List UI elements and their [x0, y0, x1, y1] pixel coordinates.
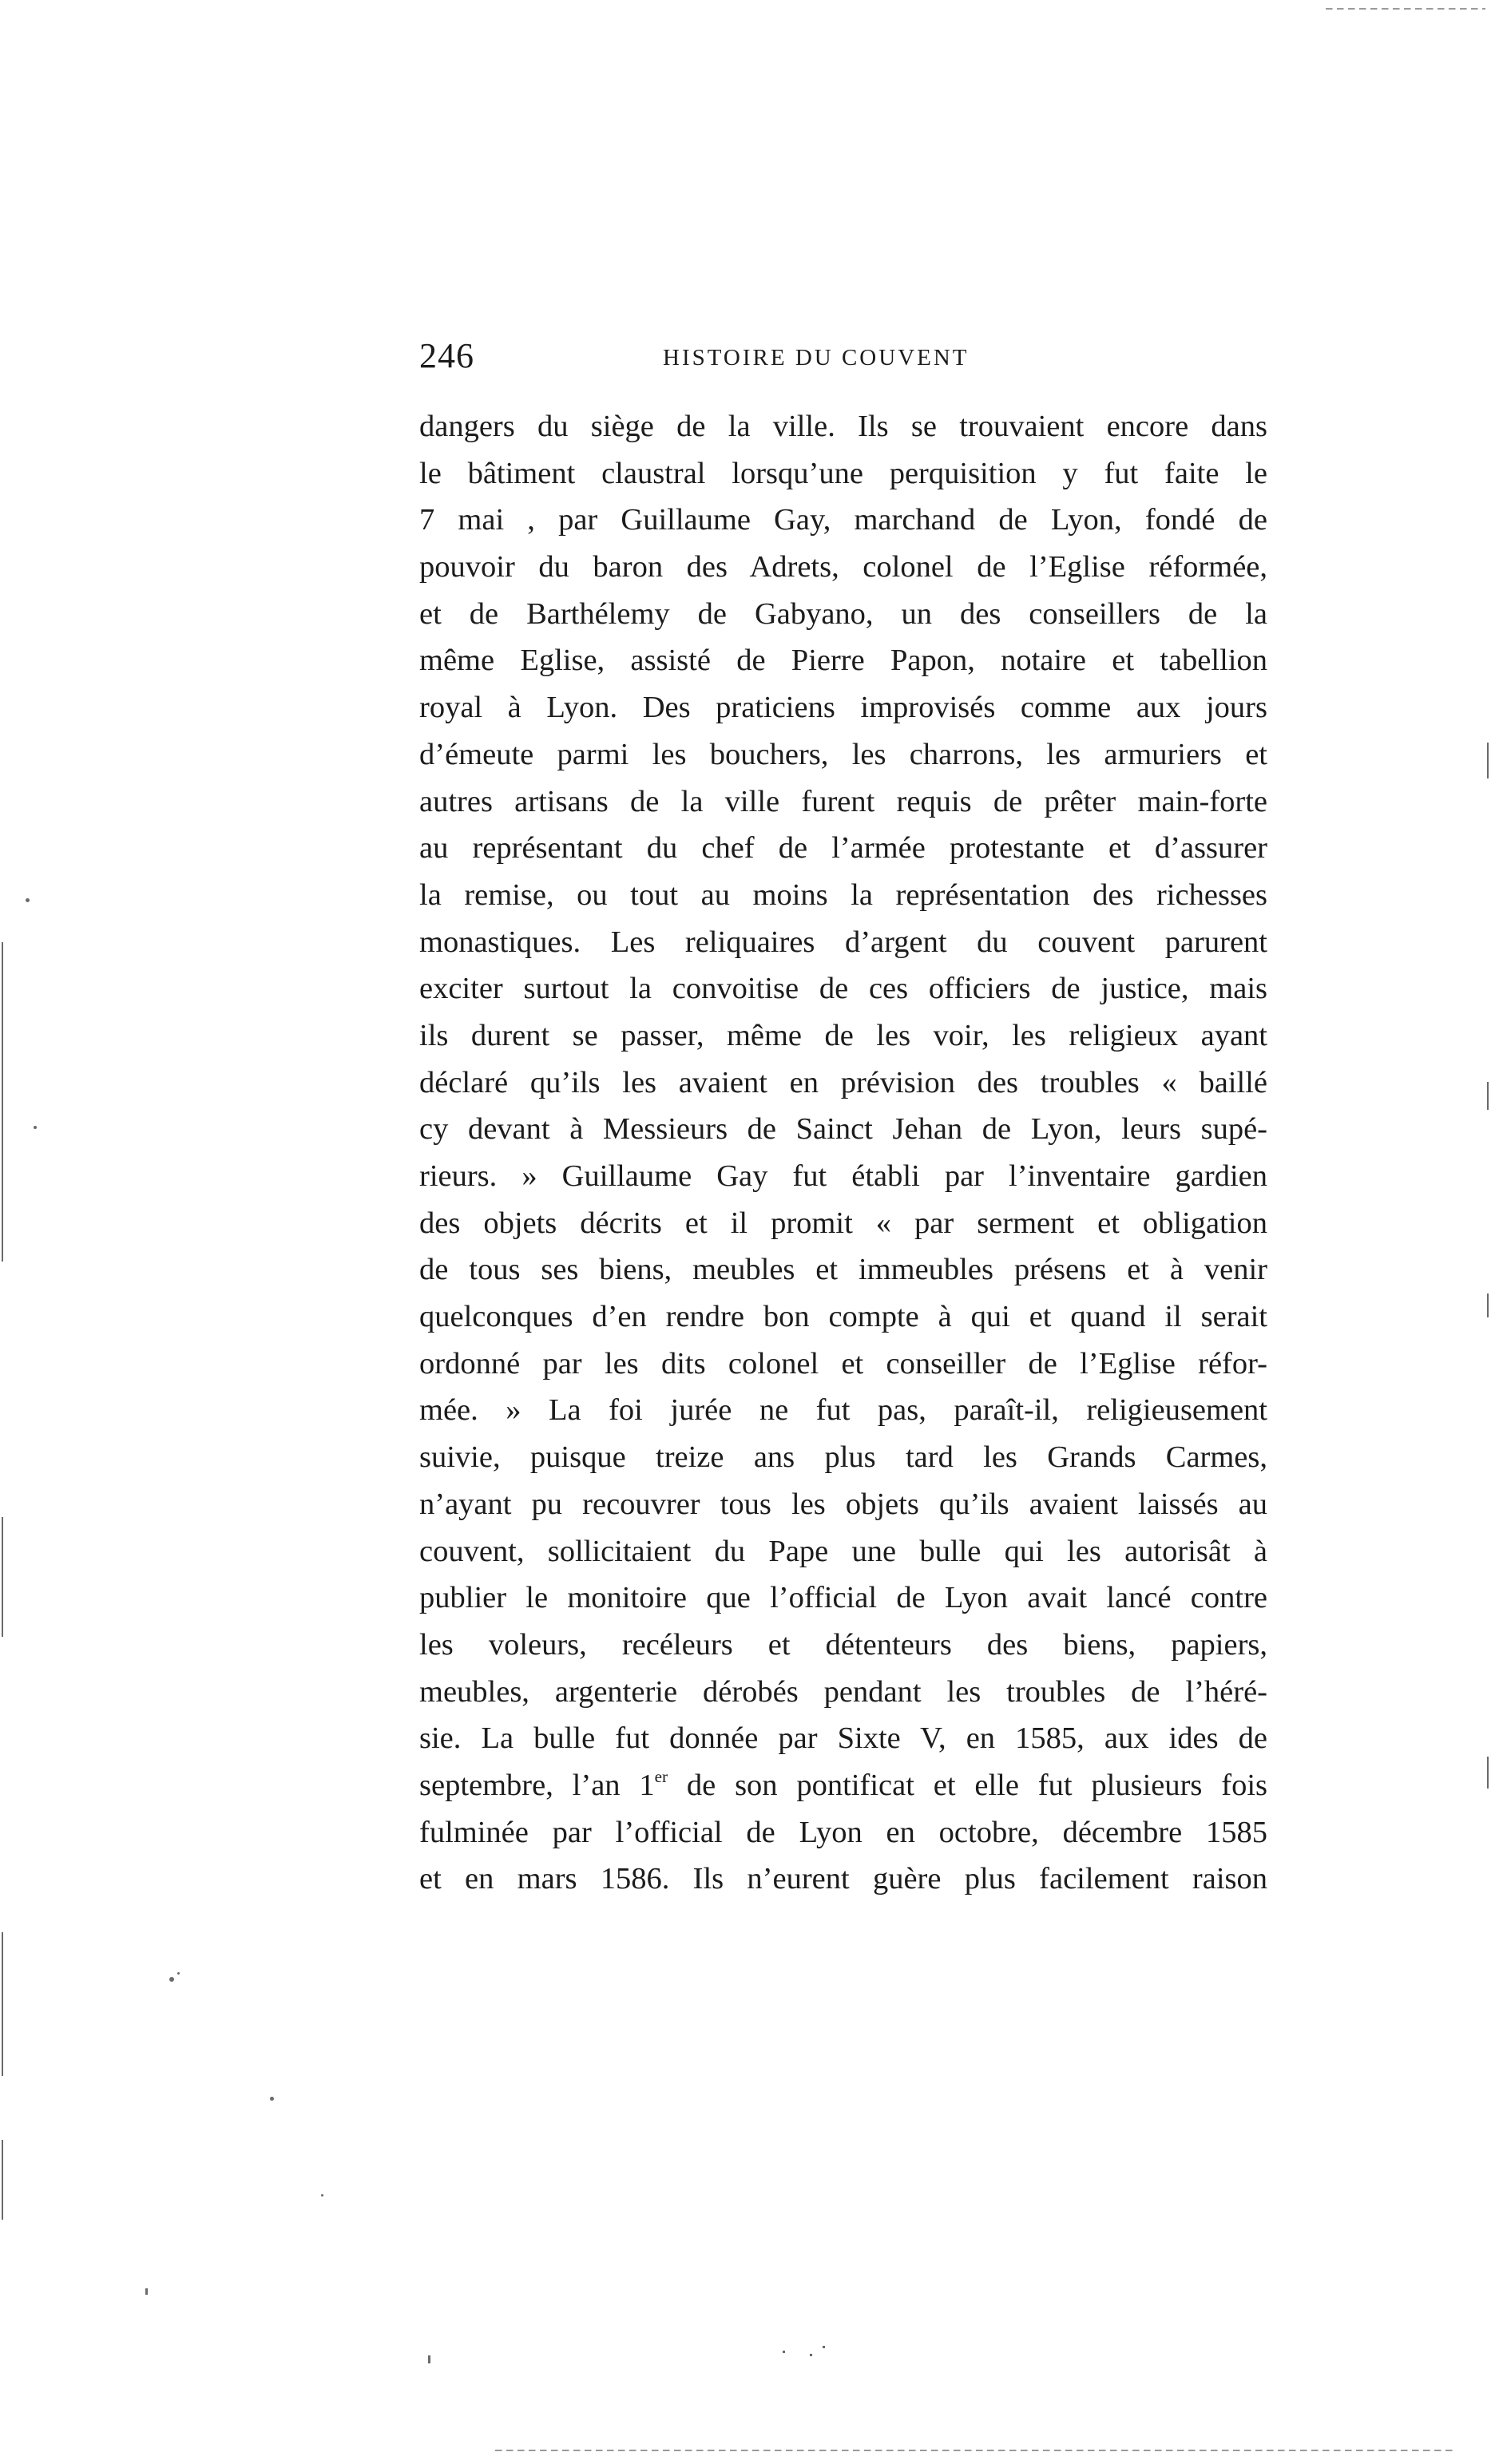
scan-margin-mark — [810, 2354, 812, 2356]
text-line: déclaré qu’ils les avaient en prévision des troubles « baillé — [419, 1065, 1267, 1099]
text-line: quelconques d’en rendre bon compte à qui et quand il serait — [419, 1300, 1267, 1334]
text-line: au représentant du chef de l’armée protestante et d’assurer — [419, 831, 1267, 866]
text-line: ordonné par les dits colonel et conseiller de l’Eglise réfor- — [419, 1346, 1267, 1381]
text-line: de tous ses biens, meubles et immeubles présens et à venir — [419, 1253, 1267, 1287]
text-line: cy devant à Messieurs de Sainct Jehan de Lyon, leurs supé- — [419, 1112, 1267, 1147]
scan-margin-mark — [2, 942, 3, 1262]
scan-margin-mark — [2, 1517, 3, 1637]
page-header — [419, 335, 1267, 383]
page-number: 246 — [419, 336, 474, 375]
text-line: le bâtiment claustral lorsqu’une perquisition y fut faite le — [419, 456, 1267, 490]
text-line: royal à Lyon. Des praticiens improvisés comme aux jours — [419, 691, 1267, 725]
text-line: ils durent se passer, même de les voir, les religieux ayant — [419, 1018, 1267, 1052]
text-line-with-superscript — [419, 1762, 1267, 1809]
scan-margin-mark — [26, 898, 30, 902]
text-line: autres artisans de la ville furent requis de prêter main-forte — [419, 784, 1267, 818]
text-line: les voleurs, recéleurs et détenteurs des biens, papiers, — [419, 1627, 1267, 1662]
scan-margin-mark — [1487, 1757, 1489, 1789]
text-line: monastiques. Les reliquaires d’argent du couvent parurent — [419, 925, 1267, 959]
text-fragment: de son pontificat et elle fut plusieurs fois — [668, 1768, 1267, 1802]
text-line: dangers du siège de la ville. Ils se trouvaient encore dans — [419, 410, 1267, 443]
text-line: et de Barthélemy de Gabyano, un des conseillers de la — [419, 596, 1267, 631]
scan-margin-mark — [1487, 743, 1489, 778]
scan-margin-mark — [1487, 1082, 1489, 1110]
scan-dash-rule — [1326, 8, 1485, 10]
text-line: et en mars 1586. Ils n’eurent guère plus facilement raison — [419, 1862, 1267, 1896]
scan-dash-rule — [495, 2450, 1453, 2451]
scan-margin-mark — [1487, 1293, 1489, 1317]
scan-margin-mark — [2, 2140, 3, 2220]
scan-margin-mark — [169, 1977, 174, 1982]
scan-margin-mark — [145, 2288, 148, 2295]
text-line: des objets décrits et il promit « par serment et obligation — [419, 1206, 1267, 1240]
ordinal-superscript: er — [654, 1767, 668, 1787]
text-line: exciter surtout la convoitise de ces officiers de justice, mais — [419, 972, 1267, 1006]
text-line: d’émeute parmi les bouchers, les charrons, les armuriers et — [419, 737, 1267, 771]
text-line: publier le monitoire que l’official de Lyon avait lancé contre — [419, 1581, 1267, 1615]
scan-margin-mark — [321, 2194, 323, 2197]
scan-margin-mark — [428, 2355, 430, 2363]
scan-margin-mark — [823, 2346, 825, 2348]
text-line: n’ayant pu recouvrer tous les objets qu’ils avaient laissés au — [419, 1487, 1267, 1521]
text-line: meubles, argenterie dérobés pendant les troubles de l’héré- — [419, 1674, 1267, 1709]
text-line: même Eglise, assisté de Pierre Papon, notaire et tabellion — [419, 644, 1267, 678]
text-line: sie. La bulle fut donnée par Sixte V, en 1585, aux ides de — [419, 1721, 1267, 1756]
text-line: couvent, sollicitaient du Pape une bulle qui les autorisât à — [419, 1534, 1267, 1568]
running-head: HISTOIRE DU COUVENT — [663, 345, 970, 370]
scan-margin-mark — [177, 1972, 180, 1975]
scan-margin-mark — [34, 1126, 37, 1129]
scan-margin-mark — [2, 1932, 3, 2076]
scan-margin-mark — [270, 2097, 274, 2101]
text-line: 7 mai , par Guillaume Gay, marchand de Lyon, fondé de — [419, 503, 1267, 537]
text-line: mée. » La foi jurée ne fut pas, paraît-il, religieusement — [419, 1393, 1267, 1428]
text-fragment: septembre, l’an 1 — [419, 1768, 655, 1802]
scan-margin-mark — [783, 2351, 785, 2353]
text-line: suivie, puisque treize ans plus tard les Grands Carmes, — [419, 1440, 1267, 1475]
text-line: fulminée par l’official de Lyon en octobre, décembre 1585 — [419, 1815, 1267, 1849]
body-text — [419, 403, 1267, 1903]
text-line: rieurs. » Guillaume Gay fut établi par l’inventaire gardien — [419, 1159, 1267, 1193]
text-line: la remise, ou tout au moins la représentation des richesses — [419, 877, 1267, 912]
text-line: pouvoir du baron des Adrets, colonel de l’Eglise réformée, — [419, 550, 1267, 584]
